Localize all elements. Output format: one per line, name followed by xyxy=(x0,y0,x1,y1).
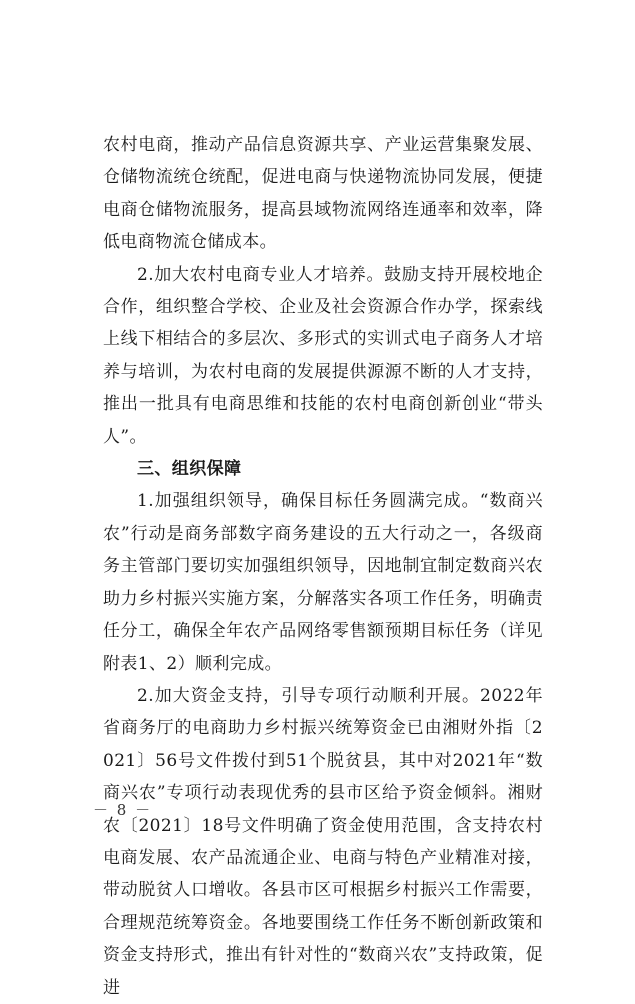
paragraph-ecommerce-logistics: 农村电商，推动产品信息资源共享、产业运营集聚发展、仓储物流统仓统配，促进电商与快递物流协同发展，便捷电商仓储物流服务，提高县域物流网络连通率和效率，降低电商物流仓储成本。 xyxy=(103,135,543,253)
paragraph-funding-support: 2.加大资金支持，引导专项行动顺利开展。2022年省商务厅的电商助力乡村振兴统筹资金已由湘财外指〔2021〕56号文件拨付到51个脱贫县，其中对2021年“数商兴农”专项行动表现优秀的县市区给予资金倾斜。湘财农〔2021〕18号文件明确了资金使用范围，含支持农村电商发展、农产品流通企业、电商与特色产业精准对接，带动脱贫人口增收。各县市区可根据乡村振兴工作需要，合理规范统筹资金。各地要围绕工作任务不断创新政策和资金支持形式，推出有针对性的“数商兴农”支持政策，促进 xyxy=(103,685,543,998)
paragraph-talent-training: 2.加大农村电商专业人才培养。鼓励支持开展校地企合作，组织整合学校、企业及社会资源合作办学，探索线上线下相结合的多层次、多形式的实训式电子商务人才培养与培训，为农村电商的发展提供源源不断的人才支持，推出一批具有电商思维和技能的农村电商创新创业“带头人”。 xyxy=(103,264,543,447)
page-number: － 8 － xyxy=(93,801,153,819)
paragraph-organization-leadership: 1.加强组织领导，确保目标任务圆满完成。“数商兴农”行动是商务部数字商务建设的五大行动之一，各级商务主管部门要切实加强组织领导，因地制宜制定数商兴农助力乡村振兴实施方案，分解落实各项工作任务，明确责任分工，确保全年农产品网络零售额预期目标任务（详见附表1、2）顺利完成。 xyxy=(103,491,543,674)
body-text xyxy=(103,129,543,1004)
section-heading-organization: 三、组织保障 xyxy=(137,459,242,480)
